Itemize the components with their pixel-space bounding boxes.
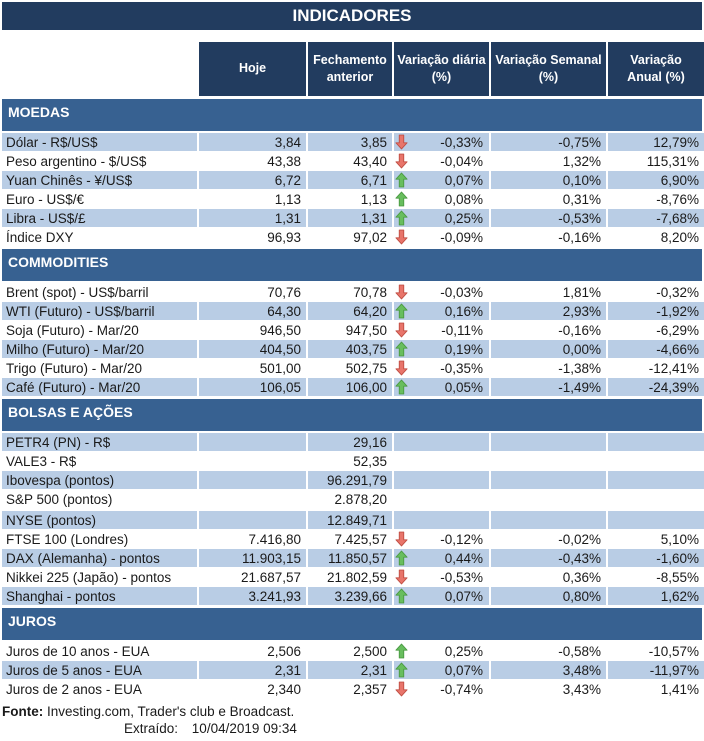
cell-var-diaria <box>394 568 489 586</box>
var-diaria-value: 0,05% <box>444 379 483 395</box>
arrow-down-icon <box>395 228 408 246</box>
arrow-up-icon <box>395 587 408 605</box>
row-label: Café (Futuro) - Mar/20 <box>2 378 197 396</box>
header-label-line: Variação <box>630 52 682 67</box>
cell-var-semanal: -0,43% <box>491 549 606 567</box>
arrow-up-icon <box>395 340 408 358</box>
table-row <box>2 359 702 377</box>
cell-var-anual: -8,55% <box>608 568 704 586</box>
cell-fechamento: 11.850,57 <box>308 549 392 567</box>
cell-var-diaria <box>394 642 489 660</box>
cell-hoje: 2,31 <box>199 661 306 679</box>
table-row <box>2 171 702 189</box>
var-diaria-value: -0,03% <box>440 284 483 300</box>
table-row <box>2 549 702 567</box>
table-row <box>2 133 702 151</box>
cell-fechamento: 947,50 <box>308 321 392 339</box>
cell-fechamento: 97,02 <box>308 228 392 246</box>
cell-var-anual: 5,10% <box>608 530 704 548</box>
cell-hoje: 96,93 <box>199 228 306 246</box>
cell-var-semanal <box>491 511 606 529</box>
cell-hoje <box>199 433 306 451</box>
extracted-label: Extraído: <box>124 721 179 736</box>
cell-var-anual: 1,41% <box>608 680 704 698</box>
row-label: Juros de 5 anos - EUA <box>2 661 197 679</box>
row-label: VALE3 - R$ <box>2 452 197 470</box>
table-body <box>2 99 702 698</box>
cell-var-semanal: -1,49% <box>491 378 606 396</box>
row-label: WTI (Futuro) - US$/barril <box>2 302 197 320</box>
table-row <box>2 302 702 320</box>
table-row <box>2 661 702 679</box>
cell-fechamento: 502,75 <box>308 359 392 377</box>
cell-var-anual: -0,32% <box>608 283 704 301</box>
cell-var-anual: 115,31% <box>608 152 704 170</box>
table-row <box>2 471 702 489</box>
cell-fechamento: 12.849,71 <box>308 511 392 529</box>
cell-var-anual <box>608 471 704 489</box>
cell-var-anual: -1,92% <box>608 302 704 320</box>
cell-hoje: 404,50 <box>199 340 306 358</box>
cell-fechamento: 6,71 <box>308 171 392 189</box>
var-diaria-value: 0,19% <box>444 341 483 357</box>
var-diaria-value: -0,11% <box>441 322 483 338</box>
row-label: S&P 500 (pontos) <box>2 490 197 508</box>
row-label: Shanghai - pontos <box>2 587 197 605</box>
cell-var-diaria <box>394 530 489 548</box>
row-label: FTSE 100 (Londres) <box>2 530 197 548</box>
cell-var-diaria <box>394 359 489 377</box>
row-label: Yuan Chinês - ¥/US$ <box>2 171 197 189</box>
cell-var-semanal: 3,43% <box>491 680 606 698</box>
var-diaria-value: -0,35% <box>440 360 483 376</box>
cell-fechamento: 7.425,57 <box>308 530 392 548</box>
row-label: Juros de 2 anos - EUA <box>2 680 197 698</box>
cell-var-anual: 6,90% <box>608 171 704 189</box>
cell-var-anual: 1,62% <box>608 587 704 605</box>
table-row <box>2 587 702 605</box>
cell-var-diaria <box>394 171 489 189</box>
cell-fechamento: 2,500 <box>308 642 392 660</box>
cell-hoje: 6,72 <box>199 171 306 189</box>
cell-var-semanal: -0,16% <box>491 228 606 246</box>
cell-var-semanal: 1,81% <box>491 283 606 301</box>
cell-var-anual: 8,20% <box>608 228 704 246</box>
column-header-row <box>2 42 702 96</box>
cell-var-diaria <box>394 549 489 567</box>
cell-hoje: 501,00 <box>199 359 306 377</box>
cell-fechamento: 2,357 <box>308 680 392 698</box>
table-row <box>2 152 702 170</box>
row-label: PETR4 (PN) - R$ <box>2 433 197 451</box>
header-label-line: Hoje <box>238 61 267 76</box>
section-header-bolsas-e-acoes: BOLSAS E AÇÕES <box>2 399 702 431</box>
cell-var-diaria <box>394 452 489 470</box>
table-row <box>2 228 702 246</box>
cell-hoje <box>199 471 306 489</box>
cell-fechamento: 1,31 <box>308 209 392 227</box>
cell-var-diaria <box>394 133 489 151</box>
arrow-down-icon <box>395 321 408 339</box>
header-label-line: anterior <box>326 70 374 84</box>
cell-var-anual <box>608 433 704 451</box>
section-header-juros: JUROS <box>2 608 702 640</box>
cell-hoje: 1,31 <box>199 209 306 227</box>
source-label: Fonte: <box>2 704 44 719</box>
table-row <box>2 680 702 698</box>
cell-var-diaria <box>394 680 489 698</box>
cell-fechamento: 29,16 <box>308 433 392 451</box>
section-header-commodities: COMMODITIES <box>2 249 702 281</box>
cell-var-diaria <box>394 321 489 339</box>
cell-var-semanal <box>491 433 606 451</box>
cell-var-anual: -24,39% <box>608 378 704 396</box>
cell-var-anual <box>608 511 704 529</box>
cell-fechamento: 96.291,79 <box>308 471 392 489</box>
cell-var-anual: -8,76% <box>608 190 704 208</box>
cell-hoje <box>199 452 306 470</box>
row-label: Brent (spot) - US$/barril <box>2 283 197 301</box>
cell-var-semanal: 0,80% <box>491 587 606 605</box>
var-diaria-value: -0,12% <box>440 531 483 547</box>
cell-var-diaria <box>394 228 489 246</box>
arrow-up-icon <box>395 642 408 660</box>
cell-var-semanal: 3,48% <box>491 661 606 679</box>
cell-var-diaria <box>394 661 489 679</box>
cell-var-anual: -10,57% <box>608 642 704 660</box>
arrow-up-icon <box>395 171 408 189</box>
table-row <box>2 490 702 508</box>
cell-hoje: 70,76 <box>199 283 306 301</box>
row-label: Dólar - R$/US$ <box>2 133 197 151</box>
arrow-up-icon <box>395 190 408 208</box>
cell-fechamento: 70,78 <box>308 283 392 301</box>
header-label-line: Fechamento <box>313 52 387 67</box>
table-row <box>2 378 702 396</box>
cell-var-semanal: 0,36% <box>491 568 606 586</box>
cell-var-semanal: 1,32% <box>491 152 606 170</box>
cell-var-diaria <box>394 209 489 227</box>
cell-fechamento: 21.802,59 <box>308 568 392 586</box>
var-diaria-value: 0,08% <box>444 191 483 207</box>
row-label: Nikkei 225 (Japão) - pontos <box>2 568 197 586</box>
arrow-up-icon <box>395 549 408 567</box>
row-label: Juros de 10 anos - EUA <box>2 642 197 660</box>
cell-var-diaria <box>394 471 489 489</box>
table-row <box>2 190 702 208</box>
cell-hoje: 2,340 <box>199 680 306 698</box>
cell-var-semanal <box>491 490 606 508</box>
arrow-down-icon <box>395 152 408 170</box>
table-row <box>2 568 702 586</box>
cell-var-semanal: 0,10% <box>491 171 606 189</box>
arrow-down-icon <box>395 133 408 151</box>
cell-hoje: 106,05 <box>199 378 306 396</box>
cell-var-diaria <box>394 433 489 451</box>
cell-var-diaria <box>394 587 489 605</box>
cell-fechamento: 1,13 <box>308 190 392 208</box>
row-label: DAX (Alemanha) - pontos <box>2 549 197 567</box>
var-diaria-value: 0,44% <box>444 550 483 566</box>
row-label: Índice DXY <box>2 228 197 246</box>
row-label: NYSE (pontos) <box>2 511 197 529</box>
var-diaria-value: -0,53% <box>440 569 483 585</box>
var-diaria-value: 0,07% <box>444 588 483 604</box>
cell-fechamento: 64,20 <box>308 302 392 320</box>
header-label-line: Anual (%) <box>627 70 685 84</box>
cell-hoje: 21.687,57 <box>199 568 306 586</box>
cell-fechamento: 2.878,20 <box>308 490 392 508</box>
arrow-up-icon <box>395 209 408 227</box>
table-row <box>2 452 702 470</box>
table-row <box>2 209 702 227</box>
cell-var-anual: -6,29% <box>608 321 704 339</box>
page-title: INDICADORES <box>2 2 702 30</box>
arrow-down-icon <box>395 359 408 377</box>
header-label-line: (%) <box>538 70 559 84</box>
cell-hoje: 64,30 <box>199 302 306 320</box>
table-row <box>2 283 702 301</box>
table-row <box>2 511 702 529</box>
var-diaria-value: 0,25% <box>444 643 483 659</box>
var-diaria-value: 0,25% <box>444 210 483 226</box>
var-diaria-value: 0,07% <box>444 662 483 678</box>
var-diaria-value: -0,33% <box>440 134 483 150</box>
var-diaria-value: -0,09% <box>440 229 483 245</box>
arrow-down-icon <box>395 530 408 548</box>
arrow-up-icon <box>395 302 408 320</box>
col-header-fechamento-anterior <box>308 42 392 96</box>
col-header-variacao-diaria <box>394 42 489 96</box>
cell-hoje <box>199 490 306 508</box>
cell-var-diaria <box>394 511 489 529</box>
footer <box>2 703 702 737</box>
cell-hoje: 3.241,93 <box>199 587 306 605</box>
cell-fechamento: 403,75 <box>308 340 392 358</box>
cell-var-semanal: -1,38% <box>491 359 606 377</box>
cell-hoje: 946,50 <box>199 321 306 339</box>
header-label-line: (%) <box>431 70 452 84</box>
cell-var-diaria <box>394 340 489 358</box>
cell-var-anual: -7,68% <box>608 209 704 227</box>
row-label: Libra - US$/£ <box>2 209 197 227</box>
var-diaria-value: 0,07% <box>444 172 483 188</box>
cell-var-anual: -1,60% <box>608 549 704 567</box>
extracted-line <box>124 720 702 737</box>
cell-hoje: 3,84 <box>199 133 306 151</box>
cell-var-anual: 12,79% <box>608 133 704 151</box>
arrow-up-icon <box>395 661 408 679</box>
cell-fechamento: 3,85 <box>308 133 392 151</box>
cell-hoje <box>199 511 306 529</box>
cell-var-semanal: 0,00% <box>491 340 606 358</box>
cell-var-anual: -4,66% <box>608 340 704 358</box>
header-label-line: Variação diária <box>397 52 486 67</box>
cell-var-diaria <box>394 283 489 301</box>
cell-var-semanal: -0,02% <box>491 530 606 548</box>
cell-var-diaria <box>394 152 489 170</box>
cell-var-diaria <box>394 302 489 320</box>
cell-var-semanal: 2,93% <box>491 302 606 320</box>
cell-fechamento: 52,35 <box>308 452 392 470</box>
header-label-line: Variação Semanal <box>495 52 602 67</box>
col-header-hoje <box>199 42 306 96</box>
arrow-down-icon <box>395 568 408 586</box>
header-spacer <box>2 42 197 96</box>
cell-var-semanal: -0,16% <box>491 321 606 339</box>
source-text: Investing.com, Trader's club e Broadcast. <box>47 704 295 719</box>
table-row <box>2 433 702 451</box>
table-row <box>2 642 702 660</box>
cell-var-anual <box>608 490 704 508</box>
cell-var-semanal: 0,31% <box>491 190 606 208</box>
row-label: Ibovespa (pontos) <box>2 471 197 489</box>
cell-fechamento: 106,00 <box>308 378 392 396</box>
cell-var-semanal: -0,75% <box>491 133 606 151</box>
cell-var-anual: -12,41% <box>608 359 704 377</box>
table-row <box>2 321 702 339</box>
arrow-down-icon <box>395 680 408 698</box>
cell-hoje: 7.416,80 <box>199 530 306 548</box>
row-label: Milho (Futuro) - Mar/20 <box>2 340 197 358</box>
cell-var-anual: -11,97% <box>608 661 704 679</box>
col-header-variacao-anual <box>608 42 704 96</box>
arrow-down-icon <box>395 283 408 301</box>
row-label: Euro - US$/€ <box>2 190 197 208</box>
arrow-up-icon <box>395 378 408 396</box>
section-header-moedas: MOEDAS <box>2 99 702 131</box>
row-label: Trigo (Futuro) - Mar/20 <box>2 359 197 377</box>
row-label: Soja (Futuro) - Mar/20 <box>2 321 197 339</box>
cell-var-diaria <box>394 378 489 396</box>
cell-fechamento: 3.239,66 <box>308 587 392 605</box>
cell-var-semanal: -0,53% <box>491 209 606 227</box>
extracted-value: 10/04/2019 09:34 <box>191 721 297 736</box>
cell-hoje: 11.903,15 <box>199 549 306 567</box>
cell-var-semanal: -0,58% <box>491 642 606 660</box>
source-line <box>2 703 702 720</box>
var-diaria-value: -0,04% <box>440 153 483 169</box>
cell-var-anual <box>608 452 704 470</box>
cell-var-semanal <box>491 452 606 470</box>
cell-hoje: 1,13 <box>199 190 306 208</box>
row-label: Peso argentino - $/US$ <box>2 152 197 170</box>
cell-hoje: 2,506 <box>199 642 306 660</box>
cell-var-diaria <box>394 490 489 508</box>
cell-hoje: 43,38 <box>199 152 306 170</box>
cell-fechamento: 2,31 <box>308 661 392 679</box>
table-row <box>2 530 702 548</box>
table-row <box>2 340 702 358</box>
cell-fechamento: 43,40 <box>308 152 392 170</box>
cell-var-diaria <box>394 190 489 208</box>
cell-var-semanal <box>491 471 606 489</box>
var-diaria-value: -0,74% <box>440 681 483 697</box>
var-diaria-value: 0,16% <box>444 303 483 319</box>
col-header-variacao-semanal <box>491 42 606 96</box>
